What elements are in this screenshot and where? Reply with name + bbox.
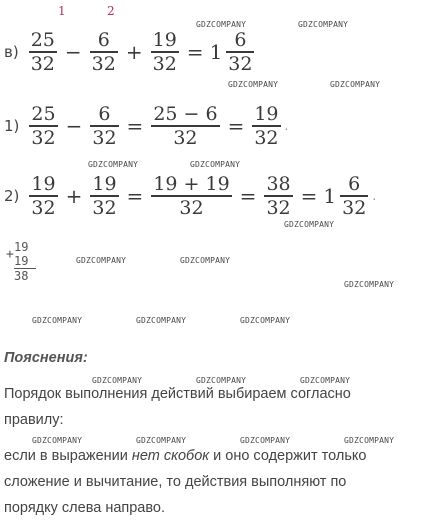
- numerator: 6: [348, 173, 361, 196]
- addend-1: 19: [14, 240, 29, 254]
- denominator: 32: [152, 52, 177, 75]
- numerator: 19: [152, 29, 177, 52]
- period: .: [372, 189, 377, 203]
- numerator: 6: [234, 29, 247, 52]
- denominator: 32: [179, 196, 204, 219]
- watermark: GDZCOMPANY: [228, 80, 279, 89]
- numerator: 6: [97, 29, 110, 52]
- equals-sign: =: [227, 114, 245, 138]
- watermark: GDZCOMPANY: [196, 20, 247, 29]
- watermark: GDZCOMPANY: [32, 316, 83, 325]
- fraction: [29, 173, 57, 219]
- denominator: 32: [228, 52, 253, 75]
- sum-result: 38: [14, 269, 29, 283]
- whole-part: 1: [323, 184, 337, 208]
- step-label: 1): [4, 117, 20, 135]
- operator: +: [125, 40, 143, 64]
- equals-sign: =: [239, 184, 257, 208]
- step-1: [4, 98, 292, 154]
- explanation-heading: Пояснения:: [4, 350, 88, 366]
- denominator: 32: [31, 196, 56, 219]
- denominator: 32: [92, 196, 117, 219]
- numerator: 19 + 19: [153, 173, 230, 196]
- fraction: [264, 173, 292, 219]
- watermark: GDZCOMPANY: [196, 376, 247, 385]
- operator: −: [64, 40, 82, 64]
- denominator: 32: [266, 196, 291, 219]
- watermark: GDZCOMPANY: [240, 436, 291, 445]
- fraction: [151, 103, 219, 149]
- equals-sign: =: [300, 184, 318, 208]
- numerator: 6: [98, 103, 111, 126]
- watermark: GDZCOMPANY: [136, 436, 187, 445]
- explanation-emphasis: нет скобок: [131, 448, 210, 464]
- watermark: GDZCOMPANY: [190, 160, 241, 169]
- fraction: [226, 29, 254, 75]
- fraction: [29, 103, 57, 149]
- equals-sign: =: [126, 184, 144, 208]
- watermark: GDZCOMPANY: [344, 436, 395, 445]
- watermark: GDZCOMPANY: [240, 316, 291, 325]
- denominator: 32: [30, 52, 55, 75]
- denominator: 32: [91, 52, 116, 75]
- watermark: GDZCOMPANY: [284, 220, 335, 229]
- operator: −: [65, 114, 83, 138]
- column-addition: [6, 240, 36, 283]
- plus-sign: +: [6, 247, 14, 262]
- numerator: 19: [31, 173, 56, 196]
- fraction: [252, 103, 280, 149]
- numerator: 25: [31, 103, 56, 126]
- watermark: GDZCOMPANY: [92, 376, 143, 385]
- numerator: 38: [266, 173, 291, 196]
- numerator: 25 − 6: [153, 103, 218, 126]
- step-label: 2): [4, 187, 20, 205]
- watermark: GDZCOMPANY: [180, 256, 231, 265]
- fraction: [90, 173, 118, 219]
- fraction: [340, 173, 368, 219]
- fraction: [90, 103, 118, 149]
- watermark: GDZCOMPANY: [298, 20, 349, 29]
- operator: +: [65, 184, 83, 208]
- explanation-line: порядку слева направо.: [4, 500, 166, 516]
- fraction: [29, 29, 57, 75]
- watermark: GDZCOMPANY: [136, 316, 187, 325]
- numerator: 19: [254, 103, 279, 126]
- order-mark-2: 2: [107, 4, 115, 18]
- step-2: [4, 168, 380, 224]
- fraction: [151, 29, 179, 75]
- watermark: GDZCOMPANY: [344, 280, 395, 289]
- order-mark-1: 1: [58, 4, 66, 18]
- watermark: GDZCOMPANY: [330, 80, 381, 89]
- denominator: 32: [254, 126, 279, 149]
- numerator: 25: [30, 29, 55, 52]
- watermark: GDZCOMPANY: [76, 256, 127, 265]
- denominator: 32: [342, 196, 367, 219]
- problem-label: в): [4, 43, 19, 61]
- equals-sign: =: [126, 114, 144, 138]
- explanation-line: [4, 448, 366, 464]
- explanation-line: сложение и вычитание, то действия выполняют по: [4, 474, 347, 490]
- fraction: [151, 173, 231, 219]
- addend-2: 19: [14, 254, 29, 268]
- fraction: [90, 29, 118, 75]
- numerator: 19: [92, 173, 117, 196]
- explanation-text: если в выражении: [4, 448, 132, 464]
- explanation-line: правилу:: [4, 412, 64, 428]
- main-expression: [4, 24, 258, 80]
- denominator: 32: [31, 126, 56, 149]
- watermark: GDZCOMPANY: [88, 160, 139, 169]
- whole-part: 1: [209, 40, 223, 64]
- period: .: [284, 119, 289, 133]
- equals-sign: =: [186, 40, 204, 64]
- denominator: 32: [173, 126, 198, 149]
- denominator: 32: [92, 126, 117, 149]
- watermark: GDZCOMPANY: [32, 436, 83, 445]
- watermark: GDZCOMPANY: [300, 376, 351, 385]
- explanation-text: и оно содержит только: [209, 448, 367, 464]
- explanation-line: Порядок выполнения действий выбираем согласно: [4, 386, 351, 402]
